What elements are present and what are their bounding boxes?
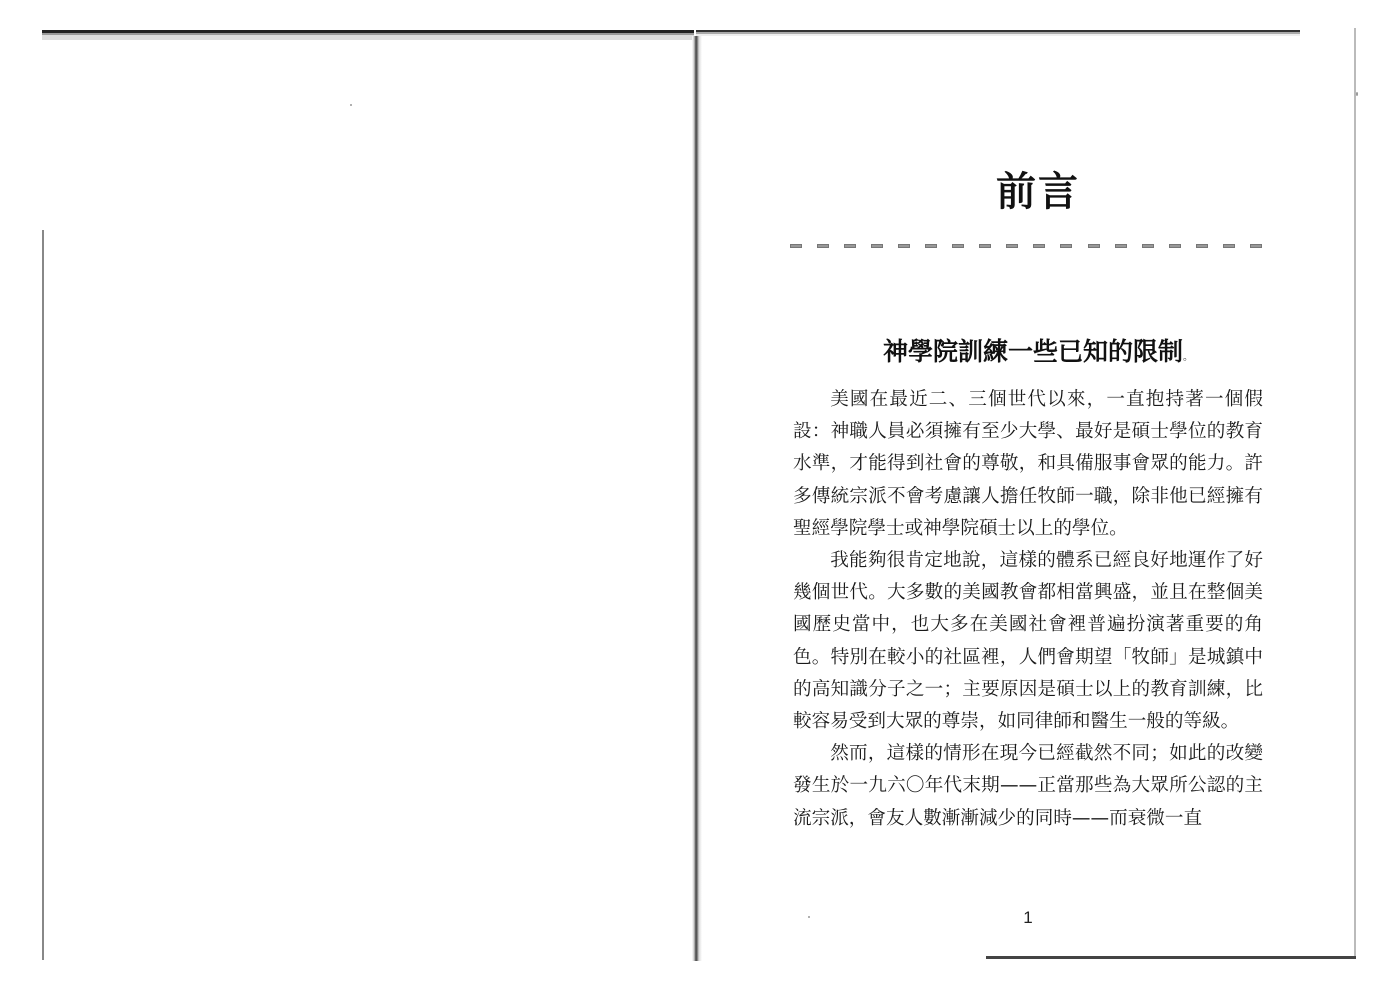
divider-dash bbox=[1250, 244, 1262, 248]
divider-dash bbox=[871, 244, 883, 248]
divider-dash bbox=[898, 244, 910, 248]
divider-dash bbox=[1088, 244, 1100, 248]
divider-dash bbox=[790, 244, 802, 248]
right-page bbox=[702, 36, 1354, 961]
chapter-title: 前言 bbox=[996, 168, 1080, 215]
scan-edge-left bbox=[42, 230, 44, 960]
divider-dash bbox=[1169, 244, 1181, 248]
scan-edge-top-left bbox=[42, 30, 694, 40]
divider-dash bbox=[844, 244, 856, 248]
body-text bbox=[793, 384, 1263, 835]
paragraph: 美國在最近二、三個世代以來，一直抱持著一個假設：神職人員必須擁有至少大學、最好是碩士學位的教育水準，才能得到社會的尊敬，和具備服事會眾的能力。許多傳統宗派不會考慮讓人擔任牧師一職，除非他已經擁有聖經學院學士或神學院碩士以上的學位。 bbox=[793, 389, 1263, 539]
divider-dash bbox=[1223, 244, 1235, 248]
divider-dash bbox=[1142, 244, 1154, 248]
footnote-mark: 。 bbox=[1183, 352, 1193, 363]
scan-speck bbox=[1356, 92, 1358, 96]
page-number: 1 bbox=[1023, 908, 1033, 927]
divider-dash bbox=[952, 244, 964, 248]
section-heading-text: 神學院訓練一些已知的限制 bbox=[882, 337, 1183, 366]
divider-dash bbox=[1006, 244, 1018, 248]
section-heading bbox=[702, 332, 1374, 368]
divider-dash bbox=[817, 244, 829, 248]
paragraph: 然而，這樣的情形在現今已經截然不同；如此的改變發生於一九六〇年代末期——正當那些為大眾所公認的主流宗派，會友人數漸漸減少的同時——而衰微一直 bbox=[793, 743, 1263, 829]
divider-dash bbox=[1060, 244, 1072, 248]
divider-dash bbox=[979, 244, 991, 248]
divider-dash bbox=[925, 244, 937, 248]
book-spine-gutter bbox=[692, 36, 702, 961]
divider-dash bbox=[1033, 244, 1045, 248]
paragraph: 我能夠很肯定地說，這樣的體系已經良好地運作了好幾個世代。大多數的美國教會都相當興盛，並且在整個美國歷史當中，也大多在美國社會裡普遍扮演著重要的角色。特別在較小的社區裡，人們會期望「牧師」是城鎮中的高知識分子之一；主要原因是碩士以上的教育訓練，比較容易受到大眾的尊崇，如同律師和醫生一般的等級。 bbox=[793, 550, 1263, 733]
dashed-divider bbox=[790, 242, 1262, 250]
divider-dash bbox=[1196, 244, 1208, 248]
scan-speck bbox=[350, 104, 352, 106]
divider-dash bbox=[1115, 244, 1127, 248]
